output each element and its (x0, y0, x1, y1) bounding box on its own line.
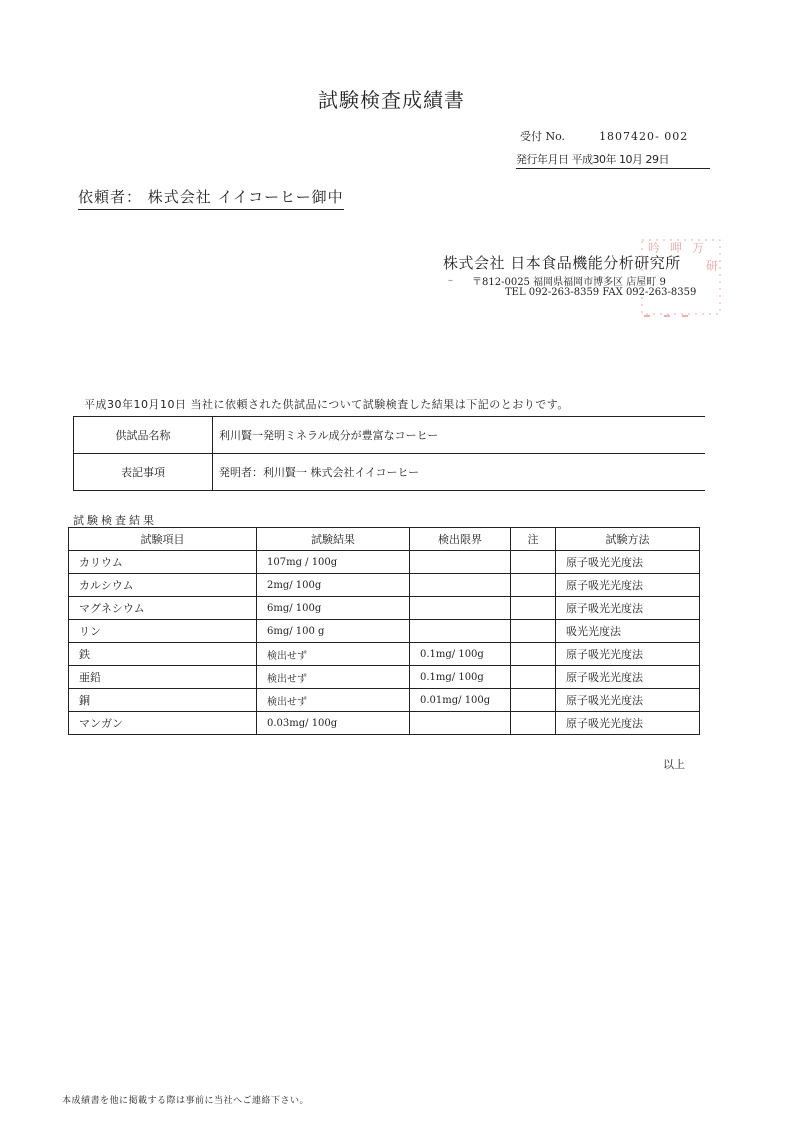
limit-cell (410, 597, 511, 620)
table-row (69, 689, 700, 712)
limit-cell: 0.1mg/ 100g (410, 666, 511, 689)
note-cell (511, 689, 556, 712)
sample-name-row (74, 417, 706, 454)
sample-name-value: 利川賢一発明ミネラル成分が豊富なコーヒー (213, 417, 706, 454)
receipt-number (520, 128, 688, 144)
table-row (69, 712, 700, 735)
result-cell: 6mg/ 100 g (257, 620, 410, 643)
svg-text:万: 万 (692, 241, 705, 255)
svg-text:研: 研 (706, 259, 719, 273)
footer-note: 本成績書を他に掲載する際は事前に当社へご連絡下さい。 (62, 1096, 310, 1106)
table-row (69, 666, 700, 689)
table-row (69, 643, 700, 666)
results-header-row (69, 528, 700, 551)
header-item: 試験項目 (69, 528, 257, 551)
address-dash: – (448, 275, 453, 286)
client-name: 依頼者： 株式会社 イイコーヒー御中 (78, 186, 344, 210)
table-row (69, 620, 700, 643)
item-cell: マンガン (69, 712, 257, 735)
table-row (69, 551, 700, 574)
note-cell (511, 666, 556, 689)
issuer-phone: TEL 092-263-8359 FAX 092-263-8359 (505, 287, 697, 298)
limit-cell (410, 574, 511, 597)
result-cell: 0.03mg/ 100g (257, 712, 410, 735)
limit-cell: 0.01mg/ 100g (410, 689, 511, 712)
sample-label-label: 表記事項 (74, 454, 213, 491)
item-cell: リン (69, 620, 257, 643)
method-cell: 原子吸光光度法 (556, 597, 700, 620)
sample-name-label: 供試品名称 (74, 417, 213, 454)
method-cell: 原子吸光光度法 (556, 666, 700, 689)
note-cell (511, 643, 556, 666)
receipt-value: 1807420- 002 (599, 130, 689, 143)
method-cell: 原子吸光光度法 (556, 643, 700, 666)
intro-text: 平成30年10月10日 当社に依頼された供試品について試験検査した結果は下記のとおりです。 (84, 398, 569, 411)
result-cell: 107mg / 100g (257, 551, 410, 574)
header-method: 試験方法 (556, 528, 700, 551)
header-note: 注 (511, 528, 556, 551)
issue-date-label: 発行年月日 (516, 153, 569, 166)
document-title: 試験検査成績書 (318, 88, 465, 112)
result-cell: 検出せず (257, 689, 410, 712)
header-result: 試験結果 (257, 528, 410, 551)
issuer-address: 〒812-0025 福岡県福岡市博多区 店屋町 9 (472, 277, 666, 288)
issue-date (516, 151, 710, 169)
receipt-label: 受付 No. (520, 130, 566, 143)
method-cell: 原子吸光光度法 (556, 689, 700, 712)
item-cell: 銅 (69, 689, 257, 712)
result-cell: 6mg/ 100g (257, 597, 410, 620)
sample-label-value: 発明者：利川賢一 株式会社イイコーヒー (213, 454, 706, 491)
note-cell (511, 574, 556, 597)
item-cell: マグネシウム (69, 597, 257, 620)
issuer-company: 株式会社 日本食品機能分析研究所 (443, 254, 681, 272)
results-table (68, 527, 700, 735)
result-cell: 検出せず (257, 666, 410, 689)
table-row (69, 574, 700, 597)
svg-text:吟: 吟 (648, 241, 661, 255)
note-cell (511, 712, 556, 735)
sample-info-table (73, 416, 705, 491)
limit-cell (410, 551, 511, 574)
header-limit: 検出限界 (410, 528, 511, 551)
company-seal-stamp (636, 232, 726, 320)
table-row (69, 597, 700, 620)
method-cell: 原子吸光光度法 (556, 712, 700, 735)
note-cell (511, 551, 556, 574)
sample-label-row (74, 454, 706, 491)
method-cell: 吸光光度法 (556, 620, 700, 643)
item-cell: カルシウム (69, 574, 257, 597)
issue-date-value: 平成30年 10月 29日 (571, 153, 669, 166)
item-cell: 鉄 (69, 643, 257, 666)
method-cell: 原子吸光光度法 (556, 551, 700, 574)
note-cell (511, 597, 556, 620)
result-cell: 2mg/ 100g (257, 574, 410, 597)
result-cell: 検出せず (257, 643, 410, 666)
limit-cell (410, 712, 511, 735)
end-mark: 以上 (663, 758, 685, 771)
method-cell: 原子吸光光度法 (556, 574, 700, 597)
limit-cell: 0.1mg/ 100g (410, 643, 511, 666)
item-cell: 亜鉛 (69, 666, 257, 689)
svg-text:呷: 呷 (670, 241, 683, 255)
item-cell: カリウム (69, 551, 257, 574)
results-heading: 試験検査結果 (73, 514, 157, 527)
note-cell (511, 620, 556, 643)
limit-cell (410, 620, 511, 643)
